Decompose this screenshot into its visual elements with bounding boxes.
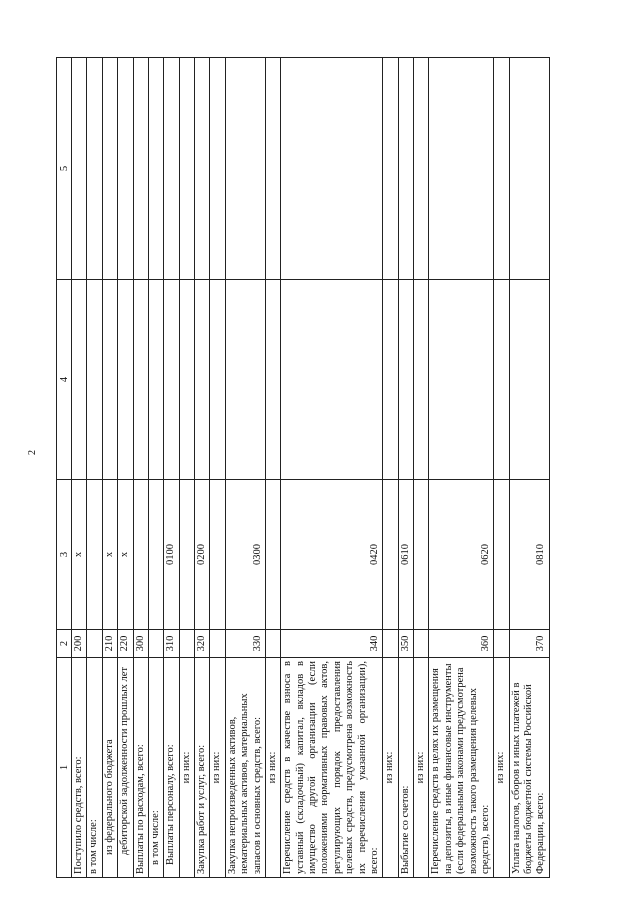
table-row [225,58,265,878]
row-code-kosgu: x [72,480,87,630]
row-value-5 [195,58,210,280]
row-code-kosgu: 0610 [398,480,413,630]
row-value-4 [429,280,494,480]
row-label: из них: [210,658,225,878]
row-value-5 [494,58,509,280]
row-code [210,630,225,658]
row-label: Выплаты по расходам, всего: [133,658,148,878]
row-label: дебиторской задолженности прошлых лет [118,658,133,878]
row-code-kosgu [383,480,398,630]
row-value-4 [164,280,179,480]
row-code-kosgu [87,480,102,630]
row-code: 310 [164,630,179,658]
row-label: Выбытие со счетов: [398,658,413,878]
row-label: Перечисление средств в качестве взноса в уставный (складочный) капитал, вкладов в имущество другой организации (если положениями нормативных правовых актов, регулирующих порядок предоставления целевых средств, предусмотрена возможность их перечисления указанной организации), всего: [281,658,383,878]
row-value-5 [265,58,280,280]
header-cell-2: 2 [57,630,72,658]
row-code: 350 [398,630,413,658]
rotated-page [56,58,636,878]
table-row [118,58,133,878]
row-code-kosgu: 0420 [281,480,383,630]
row-value-5 [281,58,383,280]
table-row [414,58,429,878]
row-code [494,630,509,658]
header-cell-1: 1 [57,658,72,878]
row-value-5 [225,58,265,280]
row-code: 210 [102,630,117,658]
row-code-kosgu [494,480,509,630]
row-value-4 [225,280,265,480]
row-value-4 [133,280,148,480]
row-code-kosgu: x [102,480,117,630]
row-code: 370 [509,630,549,658]
row-value-5 [210,58,225,280]
table-row [210,58,225,878]
row-label: Уплата налогов, сборов и иных платежей в бюджеты бюджетной системы Российской Федерации, всего: [509,658,549,878]
table-row [494,58,509,878]
row-label: из них: [383,658,398,878]
row-code: 330 [225,630,265,658]
row-code: 220 [118,630,133,658]
report-table [56,57,550,878]
row-label: из них: [265,658,280,878]
table-row [265,58,280,878]
row-code: 340 [281,630,383,658]
row-value-4 [265,280,280,480]
table-row [383,58,398,878]
row-value-4 [494,280,509,480]
row-code-kosgu: 0810 [509,480,549,630]
row-label: из федерального бюджета [102,658,117,878]
row-code [179,630,194,658]
row-label: из них: [179,658,194,878]
table-row [102,58,117,878]
header-cell-4: 4 [57,280,72,480]
row-value-5 [102,58,117,280]
row-code-kosgu [133,480,148,630]
row-code-kosgu [210,480,225,630]
table-row [87,58,102,878]
row-value-5 [72,58,87,280]
header-cell-5: 5 [57,58,72,280]
row-code [414,630,429,658]
row-code: 360 [429,630,494,658]
row-value-4 [195,280,210,480]
row-code-kosgu: 0620 [429,480,494,630]
row-code-kosgu [265,480,280,630]
row-code-kosgu [414,480,429,630]
row-label: из них: [494,658,509,878]
table-row [398,58,413,878]
row-value-4 [383,280,398,480]
row-value-4 [210,280,225,480]
row-code-kosgu [148,480,163,630]
page-number: 2 [27,450,38,455]
row-value-5 [133,58,148,280]
row-label: из них: [414,658,429,878]
row-value-5 [398,58,413,280]
row-label: Поступило средств, всего: [72,658,87,878]
row-value-5 [414,58,429,280]
row-value-5 [164,58,179,280]
row-label: Перечисление средств в целях их размещения на депозиты, в иные финансовые инструменты (если федеральными законами предусмотрена возможность такого размещения целевых средств), всего: [429,658,494,878]
table-row [148,58,163,878]
row-code-kosgu [179,480,194,630]
row-value-4 [102,280,117,480]
row-label: Выплаты персоналу, всего: [164,658,179,878]
row-code-kosgu: 0100 [164,480,179,630]
row-value-4 [148,280,163,480]
table-row [179,58,194,878]
row-code: 200 [72,630,87,658]
row-code-kosgu: 0300 [225,480,265,630]
table-row [509,58,549,878]
row-value-4 [72,280,87,480]
table-row [164,58,179,878]
row-value-4 [281,280,383,480]
row-code-kosgu: x [118,480,133,630]
row-code [87,630,102,658]
row-label: в том числе: [87,658,102,878]
row-code [383,630,398,658]
row-label: Закупка работ и услуг, всего: [195,658,210,878]
table-row [133,58,148,878]
row-code: 320 [195,630,210,658]
header-row [57,58,72,878]
row-value-5 [87,58,102,280]
row-value-5 [148,58,163,280]
row-value-4 [414,280,429,480]
row-value-5 [509,58,549,280]
header-cell-3: 3 [57,480,72,630]
row-label: Закупка непроизведенных активов, нематериальных активов, материальных запасов и основных средств, всего: [225,658,265,878]
row-label: в том числе: [148,658,163,878]
row-value-4 [398,280,413,480]
table-row [281,58,383,878]
row-value-4 [509,280,549,480]
row-value-5 [383,58,398,280]
row-code-kosgu: 0200 [195,480,210,630]
row-value-5 [429,58,494,280]
row-value-4 [87,280,102,480]
row-value-5 [179,58,194,280]
table-row [72,58,87,878]
row-code [148,630,163,658]
row-value-4 [118,280,133,480]
row-code [265,630,280,658]
row-value-5 [118,58,133,280]
row-value-4 [179,280,194,480]
table-row [429,58,494,878]
table-row [195,58,210,878]
row-code: 300 [133,630,148,658]
